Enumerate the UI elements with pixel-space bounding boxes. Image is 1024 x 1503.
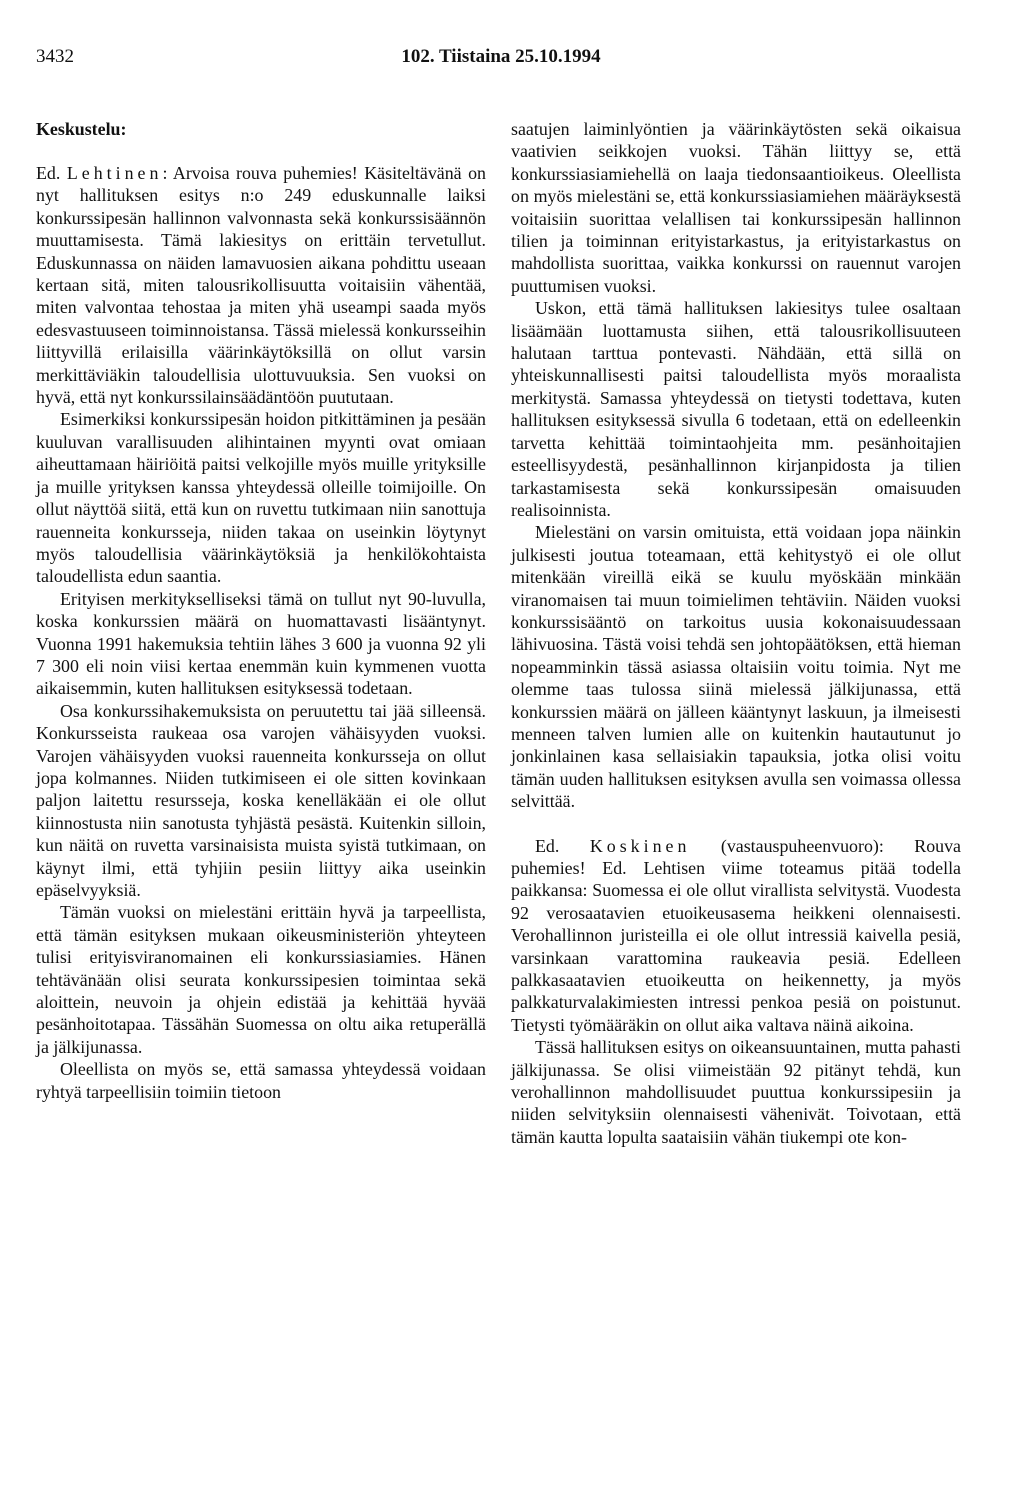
speaker-name: Lehtinen: [66, 163, 163, 183]
speaker-title: Ed.: [535, 835, 560, 856]
paragraph: Uskon, että tämä hallituksen lakiesitys tulee osaltaan lisäämään luottamusta siihen, että talousrikollisuuteen halutaan tarttua pontevasti. Nähdään, että sillä on yhteiskunnallisesti paitsi taloudellista myös moraalista merkitystä. Samassa yhteydessä on tietysti todettava, kuten hallituksen esityksessä sivulla 6 todetaan, että on edelleenkin tarvetta kehittää toimintaohjeita mm. pesänhoitajien esteellisyydestä, pesänhallinnon kirjanpidosta ja tilien tarkastamisesta sekä konkurssipesän omaisuuden realisoinnista.: [511, 298, 961, 520]
continuation-paragraph: saatujen laiminlyöntien ja väärinkäytösten sekä oikaisua vaativien seikkojen vuoksi. Tähän liittyy se, että konkurssiasiamiehellä on laaja tiedonsaantioikeus. Oleellista on myös mielestäni se, että konkurssiasiamiehen määräyksestä voitaisiin suorittaa velallisen tai konkurssipesän hallinnon tilien ja toiminnan erityistarkastus, ja erityistarkastus on mahdollista suorittaa, vaikka konkurssi on rauennut varojen puuttumisen vuoksi.: [511, 119, 961, 296]
speaker-title: Ed.: [36, 163, 61, 183]
speech-paragraph: [36, 162, 486, 408]
paragraph: Erityisen merkitykselliseksi tämä on tullut nyt 90-luvulla, koska konkurssien määrä on huomattavasti lisääntynyt. Vuonna 1991 hakemuksia tehtiin lähes 3 600 ja vuonna 92 yli 7 300 eli noin viisi kertaa enemmän kuin kymmenen vuotta aikaisemmin, kuten hallituksen esityksessä todetaan.: [36, 588, 486, 699]
section-heading: Keskustelu:: [36, 119, 127, 139]
running-head: 102. Tiistaina 25.10.1994: [401, 46, 601, 67]
paragraph: Tässä hallituksen esitys on oikeansuuntainen, mutta pahasti jälkijunassa. Se olisi viimeistään 92 pitänyt tehdä, kun verohallinnon mahdollisuudet puuttua konkurssipesiin ja niiden selvityksiin olennaisesti vähenivät. Toivotaan, että tämän kautta lopulta saataisiin vähän tiukempi ote kon-: [511, 1037, 961, 1147]
paragraph: Osa konkurssihakemuksista on peruutettu tai jää silleensä. Konkursseista raukeaa osa varojen vähäisyyden vuoksi. Varojen vähäisyyden vuoksi rauenneita konkursseja on ollut jopa kolmannes. Niiden tutkimiseen ei ole sitten kovinkaan paljon laitettu resursseja, koska kenelläkään ei ole ollut kiinnostusta niin sanotusta tyhjästä pesästä. Kuitenkin silloin, kun näitä on ruvetta varsinaisista muista syistä tutkimaan, on käynyt ilmi, että tyhjiin pesiin liittyy aika useinkin epäselvyyksiä.: [36, 700, 486, 900]
paragraph: Oleellista on myös se, että samassa yhteydessä voidaan ryhtyä tarpeellisiin toimiin tietoon: [36, 1059, 486, 1102]
speech-spacer: [511, 813, 961, 835]
speech-text: (vastauspuheenvuoro): Rouva puhemies! Ed. Lehtisen viime toteamus pitää todella paikkansa: Suomessa ei ole ollut virallista selvitystä. Vuodesta 92 verosaatavien etuoikeusasema heikkeni olennaisesti. Verohallinnon juristeilla ei ole ollut intressiä kaivella pesiä, varsinkaan varattomina raukeavia pesiä. Edelleen palkkasaatavien etuoikeutta on heikennetty, ja myös palkkaturvalakimiesten intressi penkoa pesiä on poistunut. Tietysti työmääräkin on ollut aika valtava näinä aikoina.: [511, 835, 961, 1035]
paragraph: Mielestäni on varsin omituista, että voidaan jopa näinkin julkisesti joutua toteamaan, että kehitystyö ei ole ollut mitenkään vireillä eikä se kuulu myöskään minkään viranomaisen tai muun toimielimen tehtäviin. Näiden vuoksi konkurssisääntö on tarkoitus uusia kokonaisuudessaan lähivuosina. Tästä voisi tehdä sen johtopäätöksen, että hieman nopeamminkin tässä asiassa oltaisiin voitu toimia. Nyt me olemme taas tulossa siinä mielessä jälkijunassa, että konkurssien määrä on jälleen kääntynyt laskuun, ja ilmeisesti menneen talven lumien alle on kuitenkin hautautunut jo jonkinlainen kasa sellaisiakin tapauksia, jotka olisi voitu tämän uuden hallituksen esityksen avulla sen voimassa ollessa selvittää.: [511, 522, 961, 812]
left-column: [36, 118, 486, 1103]
paragraph: Tämän vuoksi on mielestäni erittäin hyvä ja tarpeellista, että tämän esityksen mukaan oikeusministeriön yhteyteen tulisi erityisviranomainen eli konkurssiasiamies. Hänen tehtävänään olisi seurata konkurssipesien toimintaa sekä aloittein, neuvoin ja ohjein edistää ja kehittää hyvää pesänhoitotapaa. Tässähän Suomessa on oltu aika retuperällä ja jälkijunassa.: [36, 902, 486, 1057]
speech-paragraph: [511, 835, 961, 1037]
speech-text: : Arvoisa rouva puhemies! Käsiteltävänä on nyt hallituksen esitys n:o 249 eduskunnalle laiksi konkurssipesän hallinnon valvonnasta sekä konkurssisäännön muuttamisesta. Tämä lakiesitys on erittäin tervetullut. Eduskunnassa on näiden lamavuosien aikana pohdittu useaan kertaan sitä, miten talousrikollisuutta voitaisiin vähentää, miten valvontaa tehostaa ja miten yhä useampi saada myös edesvastuuseen toiminnoistansa. Tässä mielessä konkursseihin liittyvillä erilaisilla väärinkäytöksillä on ollut varsin merkittäviäkin taloudellisia ulottuvuuksia. Sen vuoksi on hyvä, että nyt konkurssilainsäädäntöön puututaan.: [36, 163, 486, 408]
paragraph: Esimerkiksi konkurssipesän hoidon pitkittäminen ja pesään kuuluvan varallisuuden alihintainen myynti ovat omiaan aiheuttamaan häiriöitä paitsi velkojille myös muille yrityksille ja muille yrityksen kanssa yhteydessä olleille toimijoille. On ollut näyttöä siitä, että kun on ruvettu tutkimaan niin sanottuja rauenneita konkursseja, niiden takaa on useinkin löytynyt myös taloudellisia väärinkäytöksiä ja henkilökohtaista taloudellista edun saantia.: [36, 409, 486, 587]
speaker-name: Koskinen: [589, 835, 691, 856]
page-header: [36, 46, 966, 72]
right-column: [511, 118, 961, 1148]
page-number: 3432: [36, 46, 74, 67]
